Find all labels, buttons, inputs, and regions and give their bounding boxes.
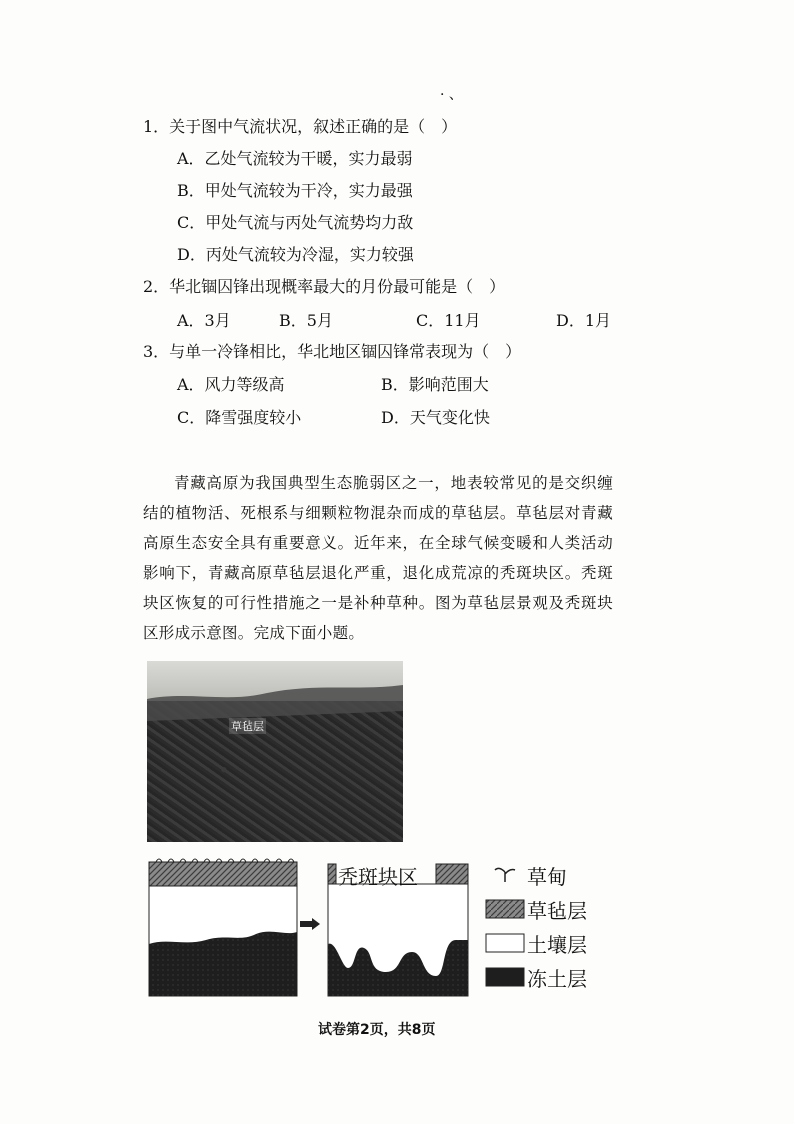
header-mark: · 、	[440, 87, 463, 103]
legend-label-soil-layer: 土壤层	[527, 932, 587, 957]
legend-label-meadow: 草甸	[527, 864, 567, 889]
felt-layer-swatch-icon	[485, 898, 527, 920]
legend-item-soil-layer	[485, 926, 587, 960]
question-2-option-d: D．1月	[556, 311, 612, 330]
question-3-option-b: B．影响范围大	[381, 375, 489, 394]
diagram-legend	[485, 858, 587, 994]
photo-label: 草毡层	[231, 720, 264, 733]
question-3-stem: 3．与单一冷锋相比，华北地区锢囚锋常表现为（ ）	[143, 342, 522, 361]
sprout-icon	[485, 864, 527, 886]
legend-item-felt-layer	[485, 892, 587, 926]
question-3-option-d: D．天气变化快	[381, 408, 490, 427]
question-3-option-c: C．降雪强度较小	[177, 408, 302, 427]
bald-patch-label: 秃斑块区	[338, 865, 418, 889]
soil-layer-swatch-icon	[485, 932, 527, 954]
page-footer: 试卷第2页，共8页	[318, 1022, 436, 1038]
question-1-option-a: A．乙处气流较为干暖，实力最弱	[177, 149, 413, 168]
question-2-stem: 2．华北锢囚锋出现概率最大的月份最可能是（ ）	[143, 277, 506, 296]
question-1-option-c: C．甲处气流与丙处气流势均力敌	[177, 213, 414, 232]
legend-label-felt-layer: 草毡层	[527, 898, 587, 923]
question-2-option-b: B．5月	[279, 311, 333, 330]
legend-item-frozen-layer	[485, 960, 587, 994]
legend-item-meadow	[485, 858, 587, 892]
question-2-option-c: C．11月	[416, 311, 481, 330]
frozen-layer-swatch-icon	[485, 966, 527, 988]
transition-arrow-icon	[300, 918, 320, 930]
question-1-option-b: B．甲处气流较为干冷，实力最强	[177, 181, 413, 200]
question-1-option-d: D．丙处气流较为冷湿，实力较强	[177, 245, 414, 264]
grass-felt-layer-photo	[147, 661, 403, 842]
bald-patch-formation-diagram	[146, 848, 476, 998]
healthy-meadow-panel	[149, 859, 297, 996]
question-1-stem: 1．关于图中气流状况，叙述正确的是（ ）	[143, 117, 458, 136]
legend-label-frozen-layer: 冻土层	[527, 966, 587, 991]
passage-text: 青藏高原为我国典型生态脆弱区之一，地表较常见的是交织缠结的植物活、死根系与细颗粒物混杂而成的草毡层。草毡层对青藏高原生态安全具有重要意义。近年来，在全球气候变暖和人类活动影响下，青藏高原草毡层退化严重，退化成荒凉的秃斑块区。秃斑块区恢复的可行性措施之一是补种草种。图为草毡层景观及秃斑块区形成示意图。完成下面小题。	[143, 474, 613, 642]
reading-passage	[143, 468, 613, 648]
question-3-option-a: A．风力等级高	[177, 375, 285, 394]
question-2-option-a: A．3月	[177, 311, 231, 330]
photo-terrain	[147, 661, 403, 842]
